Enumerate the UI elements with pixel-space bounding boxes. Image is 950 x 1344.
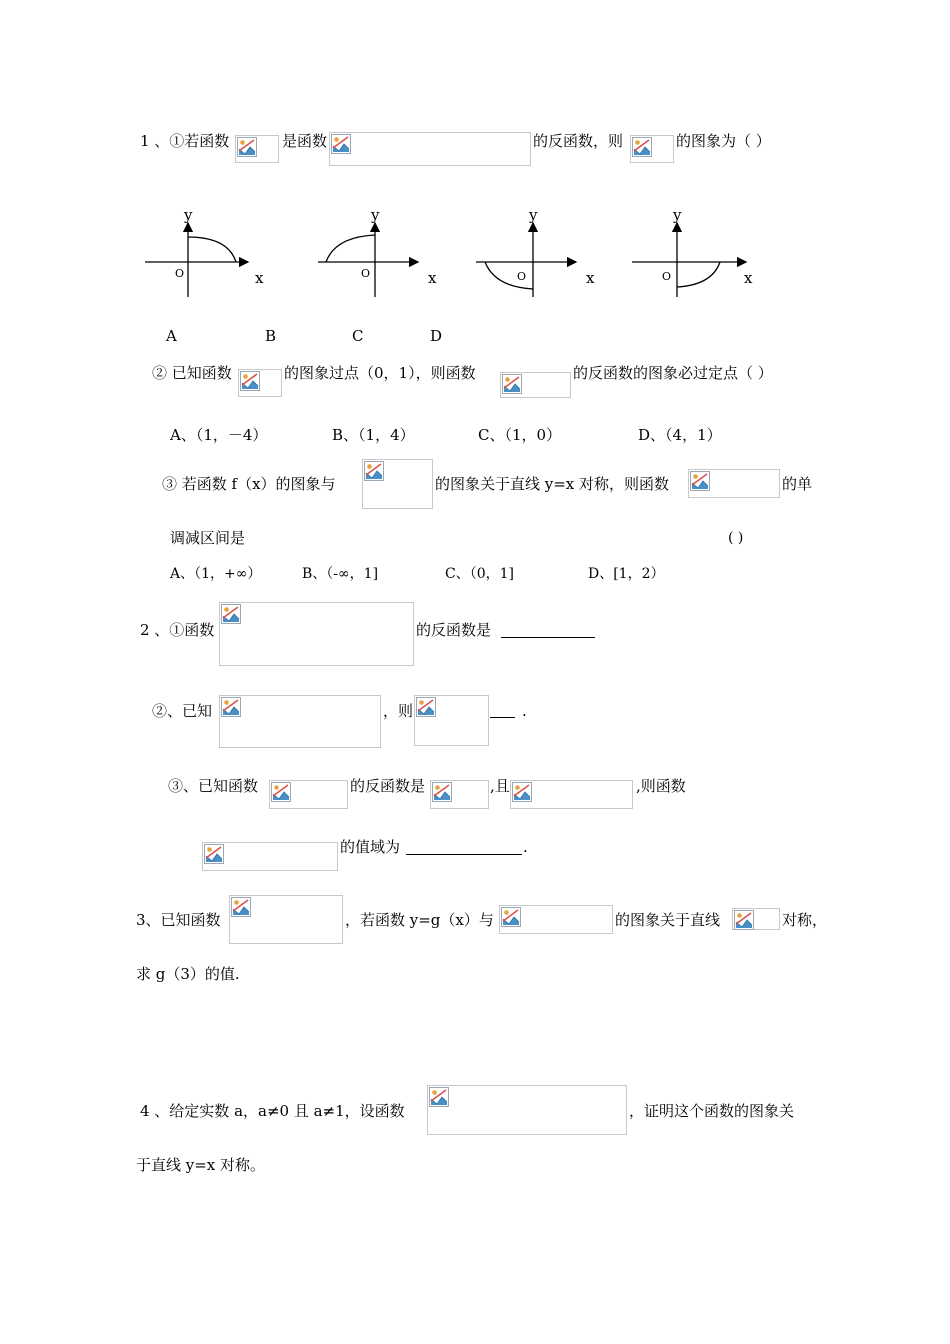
- q2-part3-mid2: ,且: [490, 777, 510, 795]
- q3-mid2: 的图象关于直线: [615, 911, 721, 929]
- q1-part3-option-a: A、（1，+∞）: [170, 566, 262, 582]
- graph-a: [145, 206, 264, 297]
- broken-image-icon: [512, 782, 532, 802]
- option-graphs: [140, 205, 780, 305]
- formula-image: [219, 602, 414, 666]
- answer-blank[interactable]: [490, 716, 515, 718]
- graph-b: [318, 206, 437, 297]
- broken-image-icon: [364, 461, 384, 481]
- q2-part3-prefix: ③、已知函数: [168, 777, 259, 795]
- broken-image-icon: [501, 907, 521, 927]
- formula-image: [269, 780, 348, 809]
- q1-part3-line2: 调减区间是: [170, 529, 246, 547]
- broken-image-icon: [432, 782, 452, 802]
- graph-c-x-label: x: [586, 269, 595, 287]
- formula-image: [427, 1085, 627, 1135]
- formula-image: [510, 780, 633, 809]
- broken-image-icon: [231, 897, 251, 917]
- broken-image-icon: [416, 697, 436, 717]
- option-label-c: C: [352, 327, 364, 345]
- broken-image-icon: [240, 371, 260, 391]
- broken-image-icon: [271, 782, 291, 802]
- graph-c-y-label: y: [529, 206, 538, 224]
- q3-mid1: ，若函数 y=g（x）与: [345, 911, 494, 929]
- q2-part1-prefix: 2 、①函数: [140, 621, 215, 639]
- formula-image: [238, 369, 282, 397]
- option-label-d: D: [430, 327, 443, 345]
- q1-part2-suffix: 的反函数的图象必过定点（ ）: [573, 364, 773, 382]
- option-label-a: A: [166, 327, 177, 345]
- broken-image-icon: [237, 137, 257, 157]
- answer-blank[interactable]: [406, 853, 522, 855]
- q1-part1-prefix: 1 、①若函数: [140, 132, 230, 150]
- option-label-b: B: [265, 327, 277, 345]
- graph-b-y-label: y: [371, 206, 380, 224]
- broken-image-icon: [502, 374, 522, 394]
- q1-part2-option-c: C、（1，0）: [478, 426, 562, 444]
- q1-part3-suffix: 的单: [782, 475, 813, 493]
- q3-suffix: 对称，: [782, 911, 828, 929]
- q1-part2-mid: 的图象过点（0，1），则函数: [284, 364, 476, 382]
- q2-part2-prefix: ②、已知: [152, 702, 213, 720]
- graph-b-x-label: x: [428, 269, 437, 287]
- broken-image-icon: [221, 604, 241, 624]
- answer-paren: ( ): [728, 530, 744, 546]
- formula-image: [500, 372, 571, 398]
- q1-part3-prefix: ③ 若函数 f（x）的图象与: [162, 475, 336, 493]
- answer-blank[interactable]: [501, 636, 595, 638]
- formula-image: [329, 132, 531, 166]
- graph-a-x-label: x: [255, 269, 264, 287]
- q2-part2-mid: ，则: [383, 702, 414, 720]
- broken-image-icon: [204, 844, 224, 864]
- q4-suffix: ，证明这个函数的图象关: [629, 1102, 795, 1120]
- q2-part3-line2: 的值域为: [340, 838, 401, 856]
- broken-image-icon: [734, 910, 754, 930]
- graph-d-origin: O: [662, 270, 672, 283]
- q1-part3-mid: 的图象关于直线 y=x 对称，则函数: [435, 475, 670, 493]
- graph-c: [476, 206, 595, 297]
- formula-image: [732, 908, 780, 930]
- graph-a-y-label: y: [184, 206, 193, 224]
- graph-a-origin: O: [175, 267, 185, 280]
- broken-image-icon: [221, 697, 241, 717]
- q3-prefix: 3、已知函数: [136, 911, 221, 929]
- formula-image: [430, 780, 489, 809]
- broken-image-icon: [429, 1087, 449, 1107]
- q3-line2: 求 g（3）的值.: [136, 965, 240, 983]
- q1-part2-option-d: D、（4，1）: [638, 426, 722, 444]
- q2-part3-mid1: 的反函数是: [350, 777, 426, 795]
- formula-image: [235, 135, 279, 163]
- q1-part2-prefix: ② 已知函数: [152, 364, 232, 382]
- graph-d-x-label: x: [744, 269, 753, 287]
- formula-image: [362, 459, 433, 509]
- q4-line2: 于直线 y=x 对称。: [136, 1156, 266, 1174]
- formula-image: [202, 842, 338, 871]
- q1-part2-option-a: A、（1，－4）: [170, 426, 268, 444]
- q1-part3-option-c: C、（0，1]: [445, 566, 514, 582]
- formula-image: [630, 135, 674, 163]
- q1-part1-suffix: 的图象为（ ）: [676, 132, 771, 150]
- broken-image-icon: [632, 137, 652, 157]
- q2-part3-end: .: [523, 838, 528, 856]
- graph-c-origin: O: [517, 270, 527, 283]
- q2-part2-suffix: .: [522, 702, 527, 720]
- q1-part2-option-b: B、（1，4）: [332, 426, 415, 444]
- formula-image: [688, 469, 780, 498]
- q1-part1-mid1: 是函数: [282, 132, 328, 150]
- q2-part3-suffix: ,则函数: [636, 777, 686, 795]
- q1-part1-mid2: 的反函数，则: [533, 132, 624, 150]
- formula-image: [229, 895, 343, 944]
- q1-part3-option-b: B、（-∞，1]: [302, 566, 379, 582]
- q1-part3-option-d: D、[1，2）: [588, 566, 665, 582]
- formula-image: [414, 695, 489, 746]
- formula-image: [499, 905, 613, 934]
- graph-d: [632, 206, 753, 297]
- q2-part1-suffix: 的反函数是: [416, 621, 492, 639]
- broken-image-icon: [690, 471, 710, 491]
- q4-prefix: 4 、给定实数 a，a≠0 且 a≠1，设函数: [140, 1102, 405, 1120]
- graph-b-origin: O: [361, 267, 371, 280]
- graph-d-y-label: y: [673, 206, 682, 224]
- formula-image: [219, 695, 381, 748]
- broken-image-icon: [331, 134, 351, 154]
